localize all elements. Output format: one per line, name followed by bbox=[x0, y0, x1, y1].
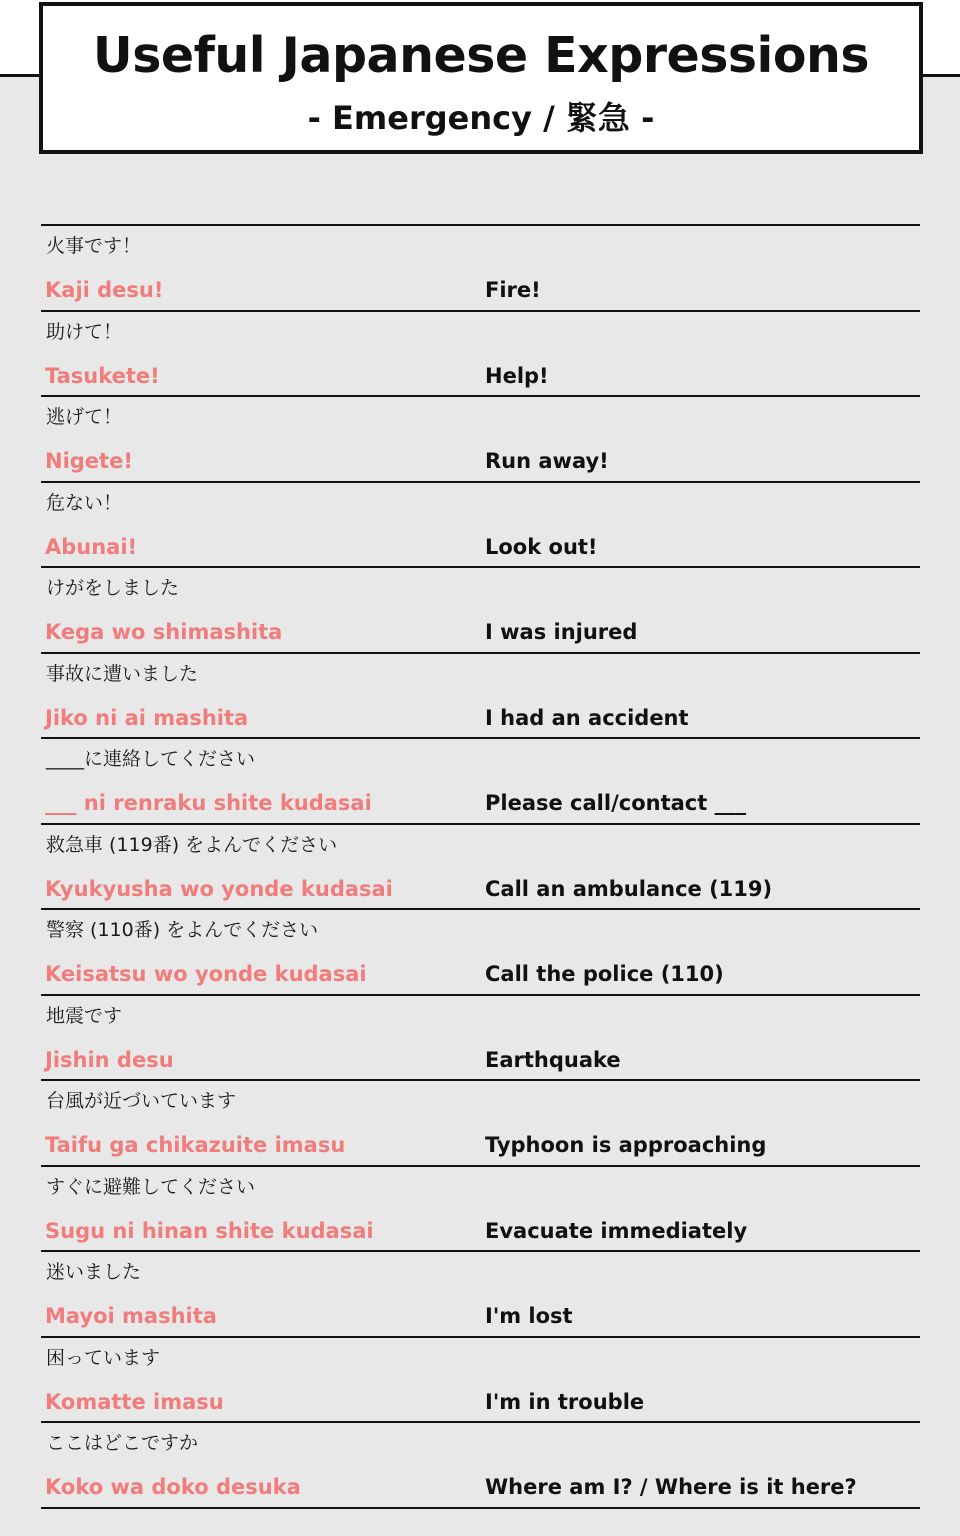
english-translation: Call the police (110) bbox=[485, 962, 724, 986]
english-translation: I'm in trouble bbox=[485, 1389, 645, 1414]
japanese-text: 救急車 (119番) をよんでください bbox=[46, 833, 338, 856]
phrase-row bbox=[41, 1167, 920, 1253]
romaji-text: Sugu ni hinan shite kudasai bbox=[45, 1218, 374, 1243]
english-translation: I'm lost bbox=[485, 1304, 573, 1328]
phrase-row bbox=[41, 1423, 920, 1509]
japanese-text: 火事です！ bbox=[46, 235, 142, 257]
romaji-text: Kega wo shimashita bbox=[45, 620, 283, 644]
english-translation: Please call/contact ___ bbox=[485, 791, 747, 815]
japanese-text: けがをしました bbox=[46, 577, 180, 599]
japanese-text: 困っています bbox=[46, 1346, 161, 1369]
romaji-text: Jishin desu bbox=[45, 1047, 174, 1072]
phrase-row bbox=[41, 825, 920, 911]
phrase-row bbox=[41, 910, 920, 996]
english-translation: Look out! bbox=[485, 534, 598, 559]
page-subtitle: - Emergency / 緊急 - bbox=[307, 99, 655, 137]
english-translation: Fire! bbox=[485, 278, 541, 302]
romaji-text: ___ ni renraku shite kudasai bbox=[45, 791, 372, 815]
phrase-row bbox=[41, 1252, 920, 1338]
english-translation: Where am I? / Where is it here? bbox=[485, 1475, 857, 1499]
english-translation: Typhoon is approaching bbox=[485, 1133, 767, 1157]
romaji-text: Kaji desu! bbox=[45, 278, 164, 302]
english-translation: Earthquake bbox=[485, 1047, 621, 1072]
phrase-row bbox=[41, 654, 920, 740]
japanese-text: 台風が近づいています bbox=[46, 1090, 237, 1112]
english-translation: Run away! bbox=[485, 449, 609, 473]
romaji-text: Kyukyusha wo yonde kudasai bbox=[45, 876, 393, 901]
phrase-row bbox=[41, 568, 920, 654]
english-translation: Help! bbox=[485, 363, 549, 388]
romaji-text: Komatte imasu bbox=[45, 1389, 224, 1414]
page-title: Useful Japanese Expressions bbox=[92, 27, 870, 84]
japanese-text: 逃げて！ bbox=[46, 406, 123, 428]
english-translation: I had an accident bbox=[485, 705, 689, 730]
japanese-text: 助けて！ bbox=[46, 320, 123, 343]
romaji-text: Keisatsu wo yonde kudasai bbox=[45, 962, 367, 986]
phrase-list bbox=[41, 224, 920, 1509]
phrase-row bbox=[41, 397, 920, 483]
phrase-row bbox=[41, 996, 920, 1082]
romaji-text: Nigete! bbox=[45, 449, 133, 473]
phrase-row bbox=[41, 312, 920, 398]
phrase-row bbox=[41, 739, 920, 825]
romaji-text: Jiko ni ai mashita bbox=[45, 705, 249, 730]
phrase-row bbox=[41, 226, 920, 312]
english-translation: I was injured bbox=[485, 620, 638, 644]
header-box bbox=[39, 2, 923, 154]
romaji-text: Mayoi mashita bbox=[45, 1304, 217, 1328]
romaji-text: Taifu ga chikazuite imasu bbox=[45, 1133, 346, 1157]
romaji-text: Abunai! bbox=[45, 534, 138, 559]
japanese-text: すぐに避難してください bbox=[46, 1175, 256, 1198]
japanese-text: 危ない！ bbox=[46, 491, 123, 514]
japanese-text: 地震です bbox=[46, 1004, 123, 1027]
english-translation: Call an ambulance (119) bbox=[485, 876, 773, 901]
japanese-text: ここはどこですか bbox=[46, 1432, 199, 1454]
japanese-text: 迷いました bbox=[46, 1261, 142, 1283]
japanese-text: ____に連絡してください bbox=[46, 748, 256, 770]
phrase-row bbox=[41, 483, 920, 569]
english-translation: Evacuate immediately bbox=[485, 1218, 748, 1243]
japanese-text: 警察 (110番) をよんでください bbox=[46, 919, 319, 941]
romaji-text: Koko wa doko desuka bbox=[45, 1475, 301, 1499]
romaji-text: Tasukete! bbox=[45, 363, 160, 388]
phrase-row bbox=[41, 1338, 920, 1424]
japanese-text: 事故に遭いました bbox=[46, 662, 199, 685]
phrase-row bbox=[41, 1081, 920, 1167]
